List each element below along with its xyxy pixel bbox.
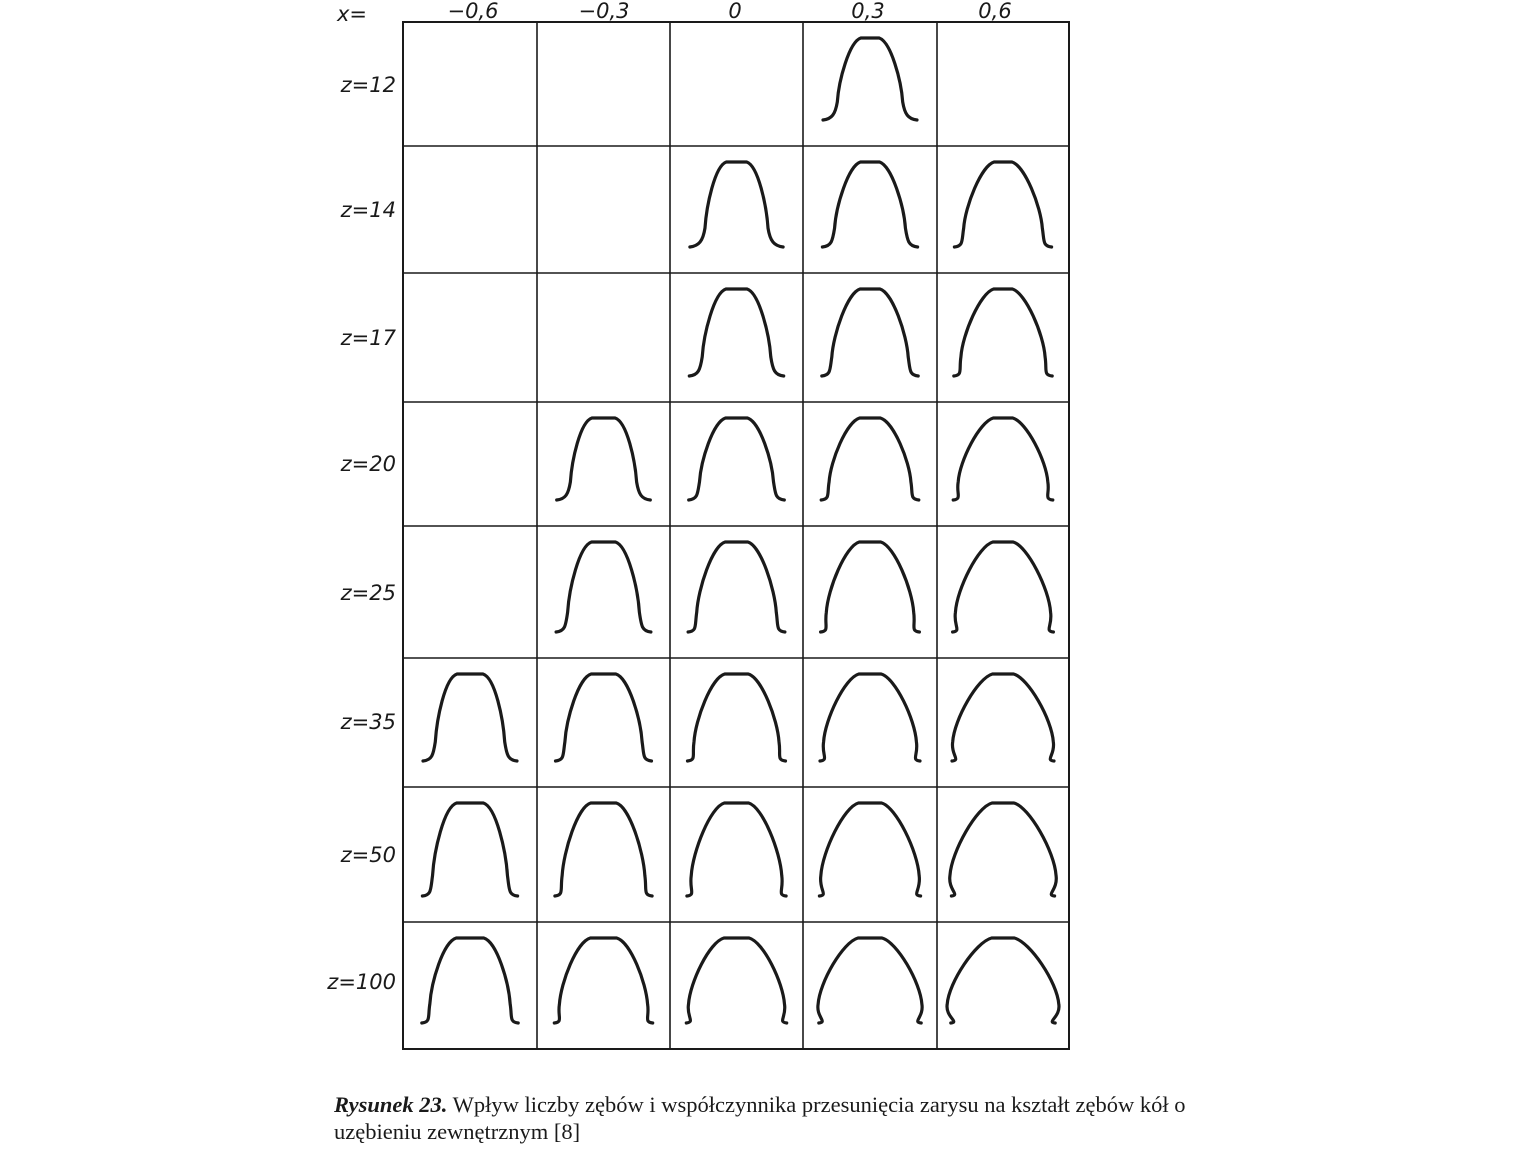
tooth-profile [688,674,786,761]
z-label: z=12 [340,73,396,97]
tooth-profile [952,674,1054,761]
tooth-profile [554,938,652,1023]
tooth-profile [947,938,1059,1023]
x-label: −0,6 [447,0,499,23]
z-label: z=50 [340,843,396,867]
caption-text: Wpływ liczby zębów i współczynnika przesunięcia zarysu na kształt zębów kół o uzębieniu zewnętrznym [8] [334,1092,1186,1144]
z-label: z=100 [327,970,396,994]
tooth-profile [689,418,785,500]
figure-caption [334,1091,1274,1145]
x-label: −0,3 [578,0,630,23]
tooth-profile [422,803,517,896]
grid-frame [403,22,1069,1049]
z-label: z=20 [340,452,396,476]
tooth-profile [953,418,1053,500]
tooth-profile [688,542,785,632]
tooth-profile [818,938,922,1023]
z-label: z=14 [340,198,396,222]
z-label: z=35 [340,710,396,734]
x-label: 0,6 [978,0,1012,23]
tooth-profile [821,418,919,500]
x-label: 0 [728,0,742,23]
z-label: z=17 [340,326,396,350]
tooth-profile [689,289,783,376]
tooth-profile [954,289,1052,376]
tooth-profile [819,803,920,896]
x-axis-prefix: x= [337,2,368,26]
tooth-profile [423,674,517,761]
z-label: z=25 [340,581,396,605]
tooth-profile [686,938,786,1023]
tooth-profile [690,162,783,247]
tooth-profile [954,162,1051,247]
tooth-profile [950,803,1057,896]
tooth-profile [820,674,920,761]
tooth-profile [422,938,518,1023]
caption-title: Rysunek 23. [334,1092,448,1117]
tooth-profile [822,289,918,376]
tooth-profile [823,38,917,120]
tooth-profile [821,542,920,632]
x-label: 0,3 [851,0,885,23]
tooth-profile [556,542,651,632]
tooth-profile [556,674,652,761]
tooth-profile [557,418,651,500]
tooth-profile [555,803,652,896]
tooth-profile [822,162,917,247]
tooth-profile [687,803,786,896]
grid-lines [403,22,1069,1049]
tooth-profile [953,542,1054,632]
tooth-profiles [422,38,1059,1023]
